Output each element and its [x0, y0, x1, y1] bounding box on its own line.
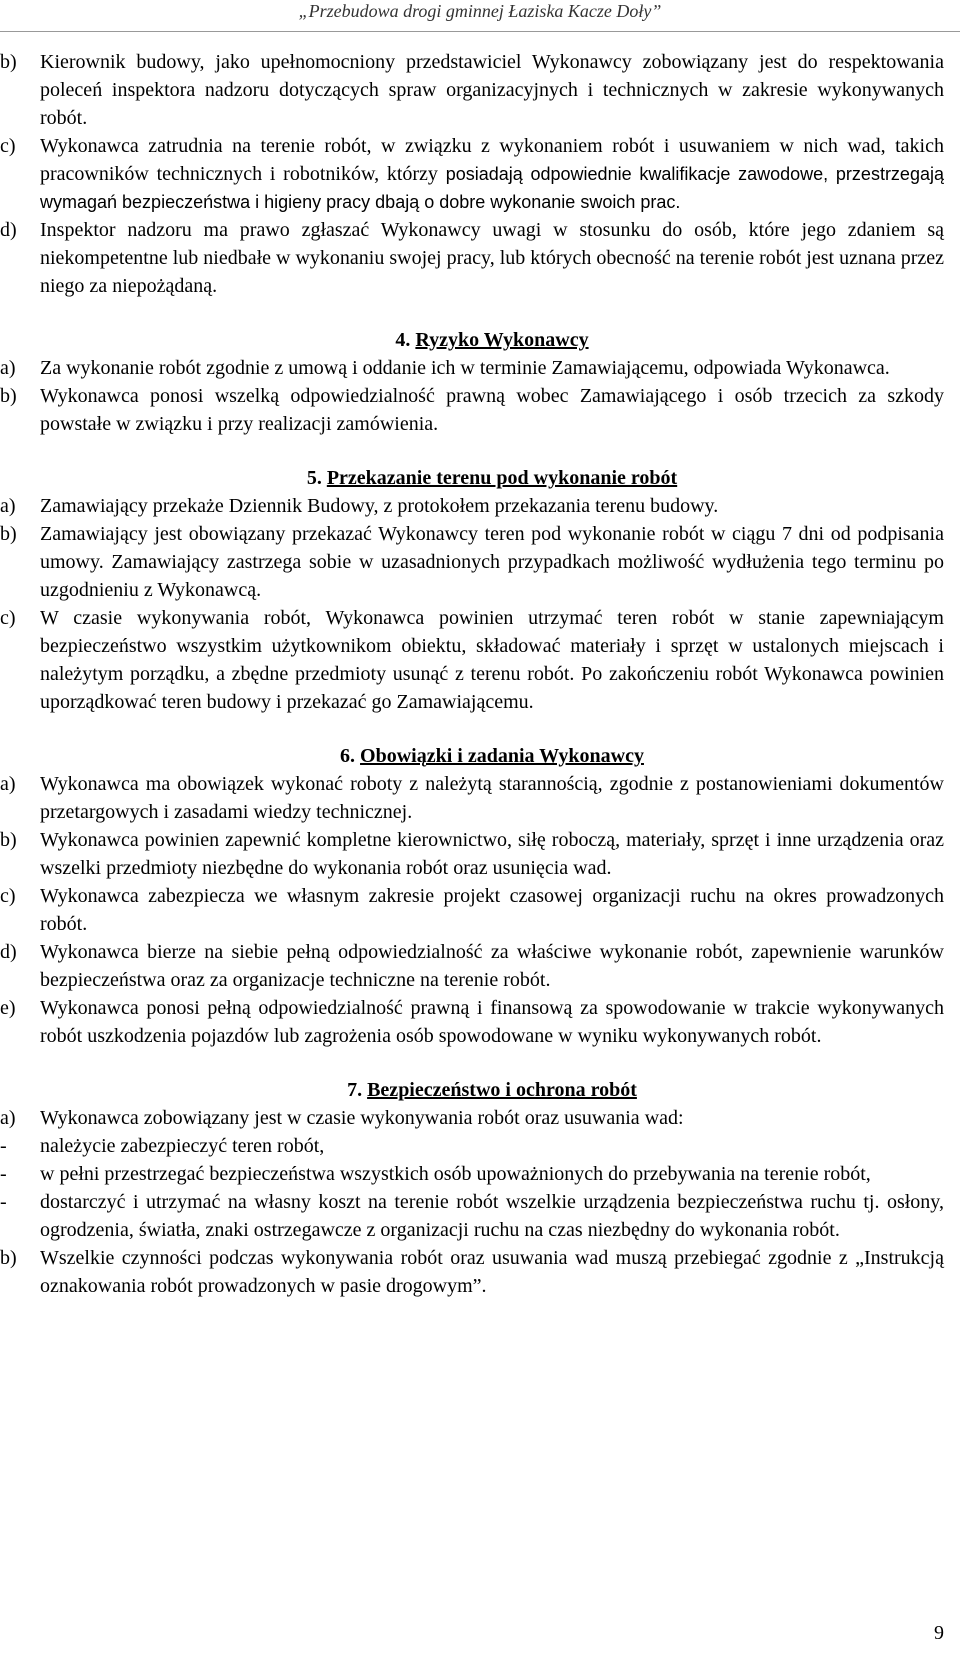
item-marker: b): [0, 829, 17, 851]
item-text: dostarczyć i utrzymać na własny koszt na terenie robót wszelkie urządzenia bezpieczeństwa ruchu tj. osłony, ogrodzenia, światła, znaki ostrzegawcze z organizacji ruchu na czas niezbędny do wykonania robót.: [40, 1191, 944, 1241]
item-text: Inspektor nadzoru ma prawo zgłaszać Wykonawcy uwagi w stosunku do osób, które jego zdaniem są niekompetentne lub niedbałe w wykonaniu swojej pracy, lub których obecność na terenie robót jest uznana przez niego za niepożądaną.: [40, 219, 944, 297]
item-text: Zamawiający przekaże Dziennik Budowy, z protokołem przekazania terenu budowy.: [40, 495, 719, 517]
item-marker: b): [0, 523, 17, 545]
item-marker: -: [0, 1191, 7, 1213]
item-marker: c): [0, 135, 16, 157]
item-marker: a): [0, 1107, 16, 1129]
item-marker: d): [0, 219, 17, 241]
list-item: [0, 938, 944, 994]
item-marker: a): [0, 495, 16, 517]
list-item: [0, 216, 944, 300]
list-item: [0, 132, 944, 216]
item-text: Wykonawca ponosi pełną odpowiedzialność prawną i finansową za spowodowanie w trakcie wykonywanych robót uszkodzenia pojazdów lub zagrożenia osób spowodowane w wyniku wykonywanych robót.: [40, 997, 944, 1047]
item-text: należycie zabezpieczyć teren robót,: [40, 1135, 325, 1157]
section-title: Bezpieczeństwo i ochrona robót: [367, 1079, 637, 1101]
item-marker: b): [0, 51, 17, 73]
list-item: [0, 382, 944, 438]
section-number: 7.: [347, 1079, 363, 1101]
item-marker: e): [0, 997, 16, 1019]
item-text: Wykonawca zatrudnia na terenie robót, w związku z wykonaniem robót i usuwaniem w nich wad, takich pracowników technicznych i robotników, którzy: [40, 135, 944, 185]
list-item: [0, 882, 944, 938]
section-heading: [0, 464, 944, 492]
section-title: Ryzyko Wykonawcy: [415, 329, 589, 351]
item-marker: d): [0, 941, 17, 963]
item-text: Wszelkie czynności podczas wykonywania robót oraz usuwania wad muszą przebiegać zgodnie z „Instrukcją oznakowania robót prowadzonych w pasie drogowym”.: [40, 1247, 944, 1297]
section-number: 6.: [340, 745, 356, 767]
item-text: Wykonawca ponosi wszelką odpowiedzialność prawną wobec Zamawiającego i osób trzecich za szkody powstałe w związku i przy realizacji zamówienia.: [40, 385, 944, 435]
item-text: Wykonawca bierze na siebie pełną odpowiedzialność za właściwe wykonanie robót, zapewnienie warunków bezpieczeństwa oraz za organizacje techniczne na terenie robót.: [40, 941, 944, 991]
list-item: [0, 48, 944, 132]
item-marker: a): [0, 773, 16, 795]
list-item: [0, 520, 944, 604]
item-marker: -: [0, 1163, 7, 1185]
list-item: [0, 1132, 944, 1160]
item-text: Zamawiający jest obowiązany przekazać Wykonawcy teren pod wykonanie robót w ciągu 7 dni od podpisania umowy. Zamawiający zastrzega sobie w uzasadnionych przypadkach możliwość wydłużenia tego terminu po uzgodnieniu z Wykonawcą.: [40, 523, 944, 601]
item-marker: c): [0, 607, 16, 629]
section-title: Obowiązki i zadania Wykonawcy: [360, 745, 644, 767]
section-number: 4.: [395, 329, 411, 351]
item-text: Wykonawca zabezpiecza we własnym zakresie projekt czasowej organizacji ruchu na okres prowadzonych robót.: [40, 885, 944, 935]
running-header: „Przebudowa drogi gminnej Łaziska Kacze Doły”: [298, 1, 662, 21]
section-heading: [0, 1076, 944, 1104]
item-text: Kierownik budowy, jako upełnomocniony przedstawiciel Wykonawcy zobowiązany jest do respektowania poleceń inspektora nadzoru dotyczących spraw organizacyjnych i technicznych w zakresie wykonywanych robót.: [40, 51, 944, 129]
list-item: [0, 492, 944, 520]
list-item: [0, 1188, 944, 1244]
page-content: [0, 48, 944, 1300]
item-text: Wykonawca powinien zapewnić kompletne kierownictwo, siłę roboczą, materiały, sprzęt i inne urządzenia oraz wszelki przedmioty niezbędne do wykonania robót oraz usunięcia wad.: [40, 829, 944, 879]
list-item: [0, 354, 944, 382]
item-text: W czasie wykonywania robót, Wykonawca powinien utrzymać teren robót w stanie zapewniającym bezpieczeństwo wszystkim użytkownikom obiektu, składować materiały i sprzęt w ustalonych miejscach i należytym porządku, a zbędne przedmioty usunąć z terenu robót. Po zakończeniu robót Wykonawca powinien uporządkować teren budowy i przekazać go Zamawiającemu.: [40, 607, 944, 713]
list-item: [0, 604, 944, 716]
list-item: [0, 1160, 944, 1188]
item-marker: -: [0, 1135, 7, 1157]
item-marker: c): [0, 885, 16, 907]
section-title: Przekazanie terenu pod wykonanie robót: [326, 467, 678, 489]
item-marker: a): [0, 357, 16, 379]
section-heading: [0, 742, 944, 770]
item-text-sans: posiadają odpowiednie kwalifikacje zawodowe, przestrzegają wymagań bezpieczeństwa i higieny pracy dbają o dobre wykonanie swoich prac.: [40, 164, 944, 212]
page-number: 9: [934, 1622, 944, 1644]
item-marker: b): [0, 1247, 17, 1269]
list-item: [0, 1244, 944, 1300]
list-item: [0, 994, 944, 1050]
item-text: w pełni przestrzegać bezpieczeństwa wszystkich osób upoważnionych do przebywania na terenie robót,: [40, 1163, 871, 1185]
list-item: [0, 770, 944, 826]
list-item: [0, 1104, 944, 1132]
list-item: [0, 826, 944, 882]
header-rule: [0, 31, 960, 32]
section-number: 5.: [306, 467, 322, 489]
item-text: Wykonawca zobowiązany jest w czasie wykonywania robót oraz usuwania wad:: [40, 1107, 684, 1129]
item-text: Wykonawca ma obowiązek wykonać roboty z należytą starannością, zgodnie z postanowieniami dokumentów przetargowych i zasadami wiedzy technicznej.: [40, 773, 944, 823]
item-marker: b): [0, 385, 17, 407]
section-heading: [0, 326, 944, 354]
item-text: Za wykonanie robót zgodnie z umową i oddanie ich w terminie Zamawiającemu, odpowiada Wykonawca.: [40, 357, 890, 379]
